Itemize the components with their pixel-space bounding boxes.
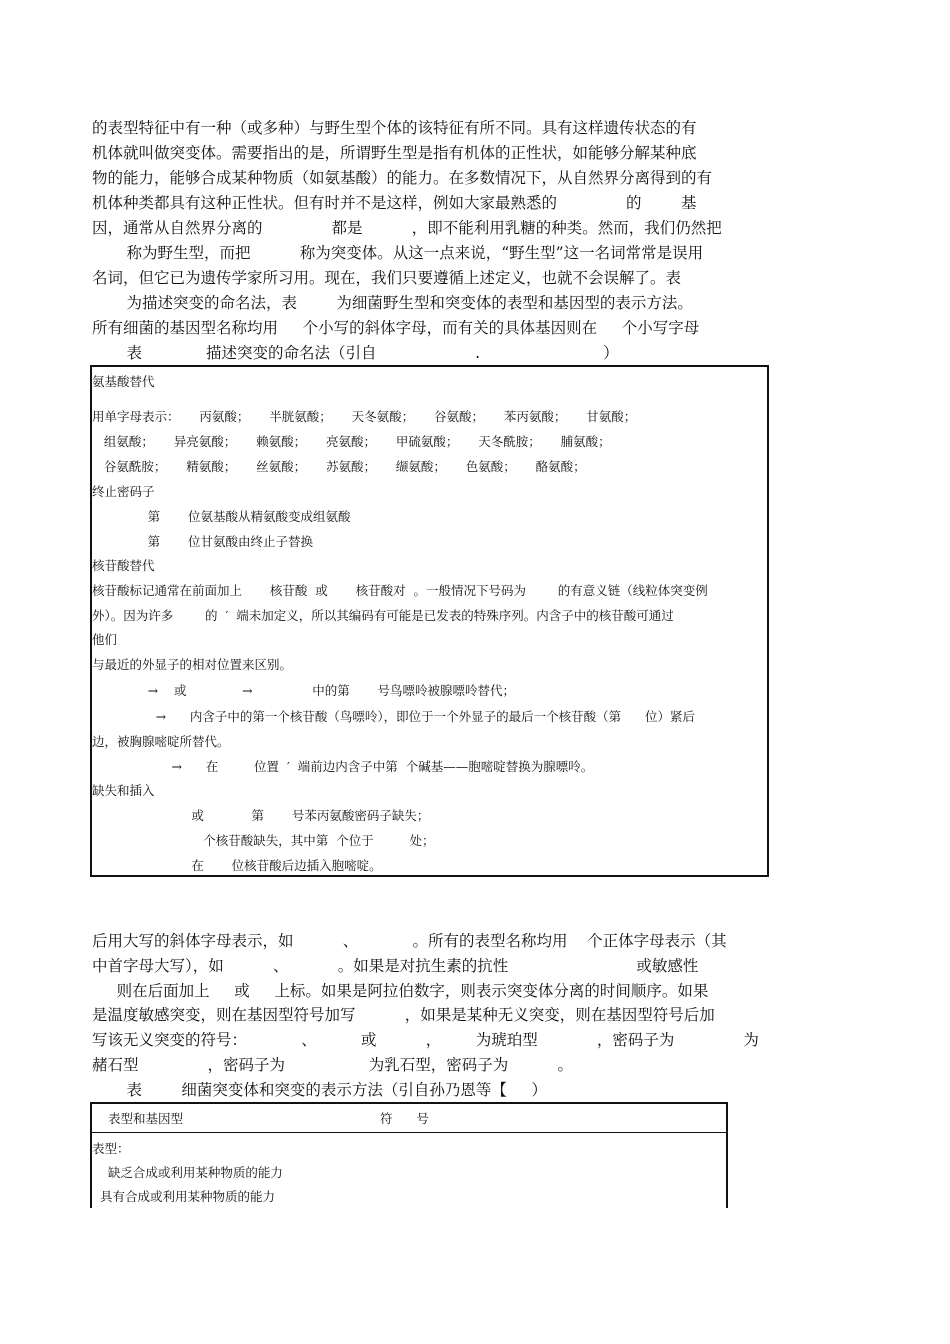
header-phenotype-genotype: 表型和基因型 (108, 1111, 184, 1126)
body-line: 赭石型 ，密码子为 为乳石型，密码子为 。 (92, 1056, 574, 1074)
table-line: 在 位核苷酸后边插入胞嘧啶。 (92, 858, 382, 873)
table-row: 缺乏合成或利用某种物质的能力 (92, 1165, 283, 1180)
table-caption: 表 描述突变的命名法（引自 . ） (92, 344, 619, 362)
table-line: → 或 → 中的第 号鸟嘌呤被腺嘌呤替代； (92, 683, 516, 698)
table-line: 第 位甘氨酸由终止子替换 (92, 534, 313, 549)
intro-line: 的表型特征中有一种（或多种）与野生型个体的该特征有所不同。具有这样遗传状态的有 (92, 119, 697, 137)
intro-line: 名词，但它已为遗传学家所习用。现在，我们只要遵循上述定义，也就不会误解了。表 (92, 269, 682, 287)
intro-line: 为描述突变的命名法，表 为细菌野生型和突变体的表型和基因型的表示方法。 (92, 294, 693, 312)
table-line: → 在 位置 ′ 端前边内含子中第 个碱基——胞嘧啶替换为腺嘌呤。 (92, 759, 594, 774)
table-line: 第 位氨基酸从精氨酸变成组氨酸 (92, 509, 351, 524)
table-line: → 内含子中的第一个核苷酸（鸟嘌呤），即位于一个外显子的最后一个核苷酸（第 位）紧后 (92, 709, 695, 724)
phenotype-genotype-table (90, 1102, 728, 1208)
body-line: 后用大写的斜体字母表示，如 、 。所有的表型名称均用 个正体字母表示（其 (92, 932, 727, 950)
body-line: 写该无义突变的符号： 、 或 ， 为琥珀型 ，密码子为 为 (92, 1031, 759, 1049)
intro-line: 称为野生型，而把 称为突变体。从这一点来说，“野生型”这一名词常常是误用 (92, 244, 704, 262)
intro-line: 所有细菌的基因型名称均用 个小写的斜体字母，而有关的具体基因则在 个小写字母 (92, 319, 700, 337)
table-line: 用单字母表示： 丙氨酸； 半胱氨酸； 天冬氨酸； 谷氨酸； 苯丙氨酸； 甘氨酸； (92, 409, 637, 424)
header-symbol: 符 号 (380, 1111, 429, 1126)
table-line: 终止密码子 (92, 484, 155, 499)
table-line: 个核苷酸缺失，其中第 个位于 处； (92, 833, 435, 848)
table-line: 核苷酸标记通常在前面加上 核苷酸 或 核苷酸对 。一般情况下号码为 的有意义链（线粒体突变例 (92, 583, 708, 598)
table-line: 或 第 号苯丙氨酸密码子缺失； (92, 808, 430, 823)
table-line: 谷氨酰胺； 精氨酸； 丝氨酸； 苏氨酸； 缬氨酸； 色氨酸； 酪氨酸； (92, 459, 586, 474)
table-line: 他们 (92, 632, 118, 647)
table-line: 核苷酸替代 (92, 558, 155, 573)
table-line: 外）。因为许多 的 ′ 端未加定义，所以其编码有可能是已发表的特殊序列。内含子中的核苷酸可通过 (92, 608, 674, 623)
table-row: 具有合成或利用某种物质的能力 (92, 1189, 275, 1204)
intro-line: 机体就叫做突变体。需要指出的是，所谓野生型是指有机体的正性状，如能够分解某种底 (92, 144, 697, 162)
header-rule (92, 1132, 726, 1133)
table-line: 氨基酸替代 (92, 374, 155, 389)
mutation-nomenclature-table (90, 365, 769, 877)
body-line: 是温度敏感突变，则在基因型符号加写 ，如果是某种无义突变，则在基因型符号后加 (92, 1006, 715, 1024)
table-caption: 表 细菌突变体和突变的表示方法（引自孙乃恩等【 ） (92, 1081, 548, 1099)
table-line: 与最近的外显子的相对位置来区别。 (92, 657, 293, 672)
body-line: 则在后面加上 或 上标。如果是阿拉伯数字，则表示突变体分离的时间顺序。如果 (92, 982, 709, 1000)
table-line: 组氨酸； 异亮氨酸； 赖氨酸； 亮氨酸； 甲硫氨酸； 天冬酰胺； 脯氨酸； (92, 434, 611, 449)
intro-line: 因，通常从自然界分离的 都是 ，即不能利用乳糖的种类。然而，我们仍然把 (92, 219, 722, 237)
table-row: 表型： (92, 1141, 130, 1156)
intro-line: 物的能力，能够合成某种物质（如氨基酸）的能力。在多数情况下，从自然界分离得到的有 (92, 169, 713, 187)
body-line: 中首字母大写），如 、 。如果是对抗生素的抗性 或敏感性 (92, 957, 699, 975)
table-line: 缺失和插入 (92, 783, 155, 798)
table-line: 边，被胸腺嘧啶所替代。 (92, 734, 230, 749)
intro-line: 机体种类都具有这种正性状。但有时并不是这样，例如大家最熟悉的 的 基 (92, 194, 697, 212)
